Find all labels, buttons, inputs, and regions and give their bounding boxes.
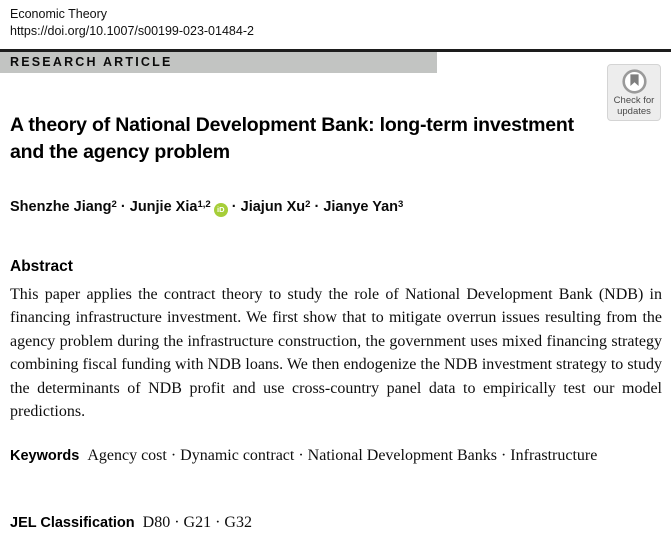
- author-affiliation-sup: 2: [305, 198, 311, 210]
- orcid-icon[interactable]: iD: [214, 203, 228, 217]
- author-name: Jiajun Xu$^2$: [240, 198, 311, 215]
- author-separator: ·: [116, 199, 130, 215]
- journal-header: [10, 6, 254, 40]
- author-name: Shenzhe Jiang$^2$: [10, 198, 117, 215]
- badge-text-line1: Check for: [613, 95, 655, 106]
- jel-text: D80 · G21 · G32: [142, 514, 252, 531]
- check-for-updates-badge[interactable]: [607, 64, 661, 121]
- doi-link[interactable]: https://doi.org/10.1007/s00199-023-01484-2: [10, 24, 254, 38]
- author-name: Jianye Yan$^3$: [323, 198, 404, 215]
- author-affiliation-sup: 1,2: [197, 198, 211, 210]
- authors-line: [10, 196, 403, 220]
- article-type-banner: [0, 52, 437, 73]
- keywords-text: Agency cost · Dynamic contract · National Development Banks · Infrastructure: [87, 447, 598, 464]
- author-affiliation-sup: 3: [398, 198, 404, 210]
- keywords-label: Keywords: [10, 448, 80, 464]
- author-separator: ·: [310, 199, 324, 215]
- bookmark-circle-icon: [621, 68, 648, 95]
- keywords-line: [10, 444, 620, 468]
- abstract-text: This paper applies the contract theory to study the role of National Development Bank (NDB) in financing infrastructure investment. We first show that to mitigate overrun issues resulting from the agency problem during the infrastructure construction, the government uses mixed financing strategy combining fiscal funding with NDB loans. We then endogenize the NDB investment strategy to study the determinants of NDB profit and use cross-country panel data to empirically test our model predictions.: [10, 286, 662, 421]
- author-name: Junjie Xia$^{1,2}$: [129, 198, 211, 215]
- author-separator: ·: [227, 199, 241, 215]
- jel-label: JEL Classification: [10, 515, 135, 531]
- journal-title: Economic Theory: [10, 7, 108, 21]
- article-type-label: RESEARCH ARTICLE: [10, 55, 173, 69]
- article-title: A theory of National Development Bank: long-term investment and the agency problem: [10, 114, 574, 163]
- badge-text-line2: updates: [617, 106, 651, 117]
- author-affiliation-sup: 2: [111, 198, 117, 210]
- abstract-heading: Abstract: [10, 258, 73, 275]
- jel-line: [10, 511, 620, 535]
